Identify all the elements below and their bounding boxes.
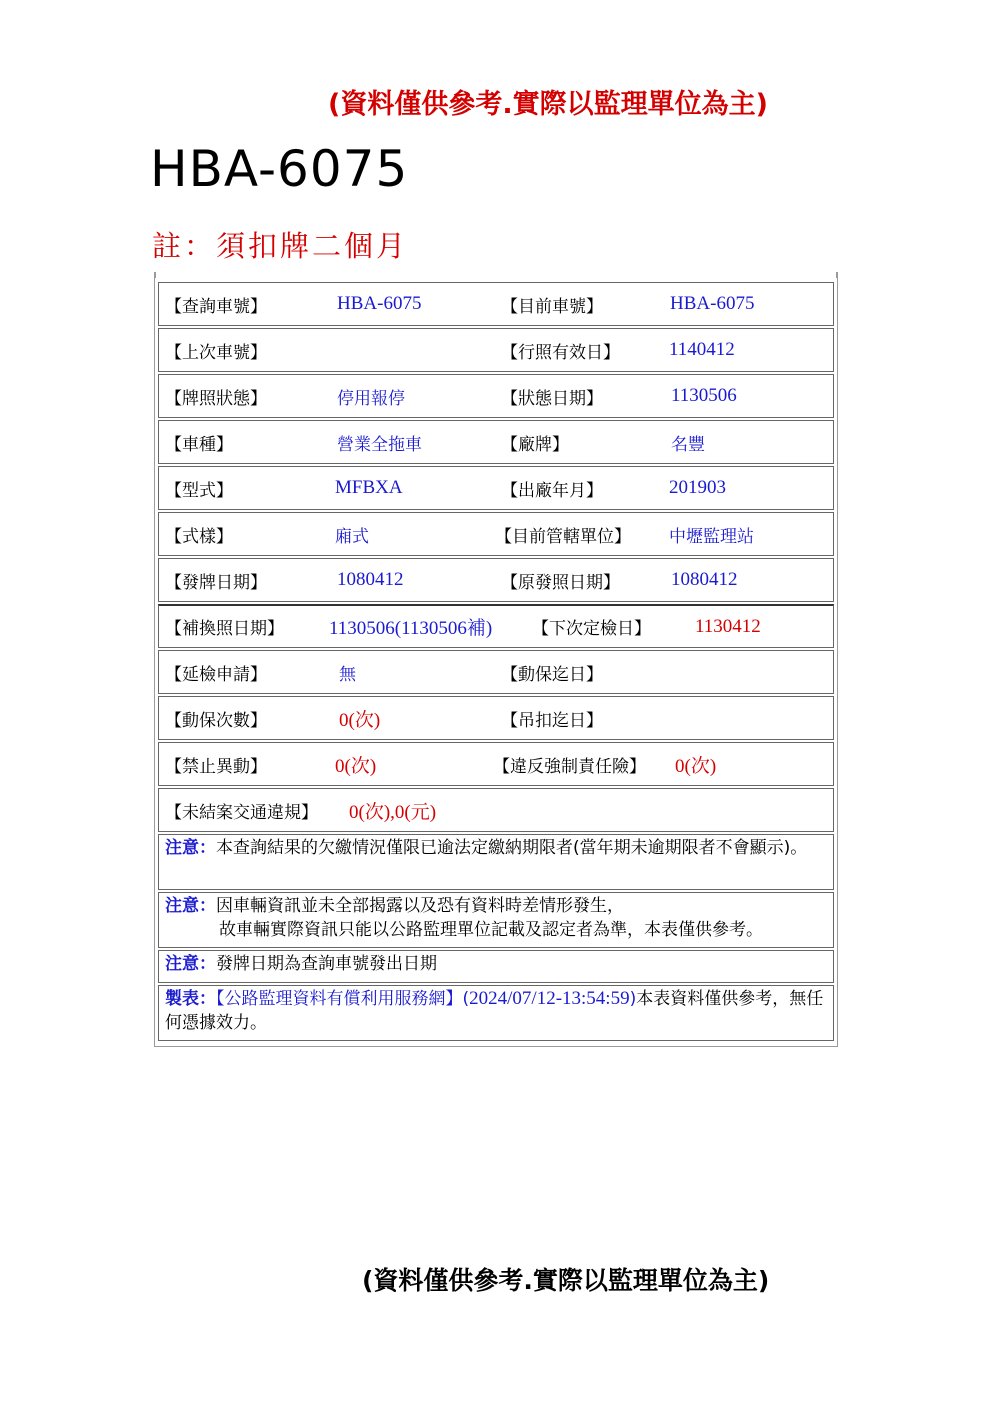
value-unresolved-violations: 0(次),0(元) [349,801,437,823]
value-inspection-extension: 無 [339,664,356,685]
generated-timestamp: 2024/07/12-13:54:59 [469,988,630,1009]
label-lien-count: 【動保次數】 [165,710,267,731]
suspension-note: 註：須扣牌二個月 [152,229,409,263]
value-jurisdiction: 中壢監理站 [669,526,754,547]
paren-open: ( [462,989,470,1009]
disclaimer-top: (資料僅供參考.實際以監理單位為主) [328,89,768,120]
vehicle-info-panel [154,272,838,1047]
label-query-plate: 【查詢車號】 [165,296,267,317]
table-row [158,374,834,418]
label-inspection-extension: 【延檢申請】 [165,664,267,685]
table-row [158,558,834,602]
label-unresolved-violations: 【未結案交通違規】 [165,802,318,823]
label-transfer-prohibited: 【禁止異動】 [165,756,267,777]
label-vehicle-type: 【車種】 [165,434,233,455]
table-row [158,742,834,786]
label-reissue-date: 【補換照日期】 [165,619,284,639]
label-model: 【型式】 [165,480,233,501]
table-row [158,650,834,694]
value-license-expiry: 1140412 [669,339,735,360]
value-brand: 名豐 [671,434,705,455]
table-row [158,512,834,556]
service-name: 【公路監理資料有償利用服務網】 [216,989,463,1009]
note-tag: 製表： [165,989,216,1009]
note-tag: 注意： [165,896,216,916]
disclaimer-bottom: (資料僅供參考.實際以監理單位為主) [362,1266,770,1295]
note-generated-by [158,985,834,1041]
value-body-style: 廂式 [335,526,369,547]
label-plate-status: 【牌照狀態】 [165,388,267,409]
value-status-date: 1130506 [671,385,737,406]
label-jurisdiction: 【目前管轄單位】 [495,526,631,547]
note-tag: 注意： [165,954,216,974]
value-next-inspection: 1130412 [695,615,761,637]
note-text: 故車輛實際資訊只能以公路監理單位記載及認定者為準，本表僅供參考。 [219,920,763,940]
label-brand: 【廠牌】 [501,434,569,455]
value-vehicle-type: 營業全拖車 [337,434,422,455]
value-current-plate: HBA-6075 [670,293,755,314]
value-reissue-date: 1130506(1130506補) [329,618,493,639]
table-row [158,466,834,510]
table-row [158,282,834,326]
value-query-plate: HBA-6075 [337,293,422,314]
value-lien-count: 0(次) [339,709,381,731]
label-previous-plate: 【上次車號】 [165,342,267,363]
table-row [158,420,834,464]
value-insurance-violation: 0(次) [675,755,717,777]
note-disclosure [158,892,834,948]
label-lien-end-date: 【動保迄日】 [501,664,603,685]
label-next-inspection: 【下次定檢日】 [532,619,651,639]
table-row [158,604,834,648]
value-manufacture-date: 201903 [669,477,726,498]
note-text: 發牌日期為查詢車號發出日期 [216,954,437,974]
label-current-plate: 【目前車號】 [501,296,603,317]
panel-top-edge [155,272,837,278]
note-tag: 注意： [165,838,216,858]
note-text: 因車輛資訊並未全部揭露以及恐有資料時差情形發生， [216,896,624,916]
label-body-style: 【式樣】 [165,526,233,547]
note-text: 本查詢結果的欠繳情況僅限已逾法定繳納期限者(當年期未逾期限者不會顯示)。 [216,838,808,858]
value-plate-status: 停用報停 [337,388,405,409]
paren-close: ) [629,989,637,1009]
value-plate-issue-date: 1080412 [337,569,404,590]
label-license-expiry: 【行照有效日】 [501,342,620,363]
label-status-date: 【狀態日期】 [501,388,603,409]
plate-number-title: HBA-6075 [150,140,409,198]
label-suspension-end-date: 【吊扣迄日】 [501,710,603,731]
label-plate-issue-date: 【發牌日期】 [165,572,267,593]
note-issue-date [158,950,834,983]
table-row [158,788,834,832]
value-transfer-prohibited: 0(次) [335,755,377,777]
note-arrears [158,834,834,890]
table-row [158,696,834,740]
table-row [158,328,834,372]
label-insurance-violation: 【違反強制責任險】 [493,756,646,777]
value-original-issue-date: 1080412 [671,569,738,590]
label-original-issue-date: 【原發照日期】 [501,572,620,593]
label-manufacture-date: 【出廠年月】 [501,480,603,501]
value-model: MFBXA [335,477,403,498]
note-text: 本表資料僅供參考，無任何憑據效力。 [165,989,824,1033]
